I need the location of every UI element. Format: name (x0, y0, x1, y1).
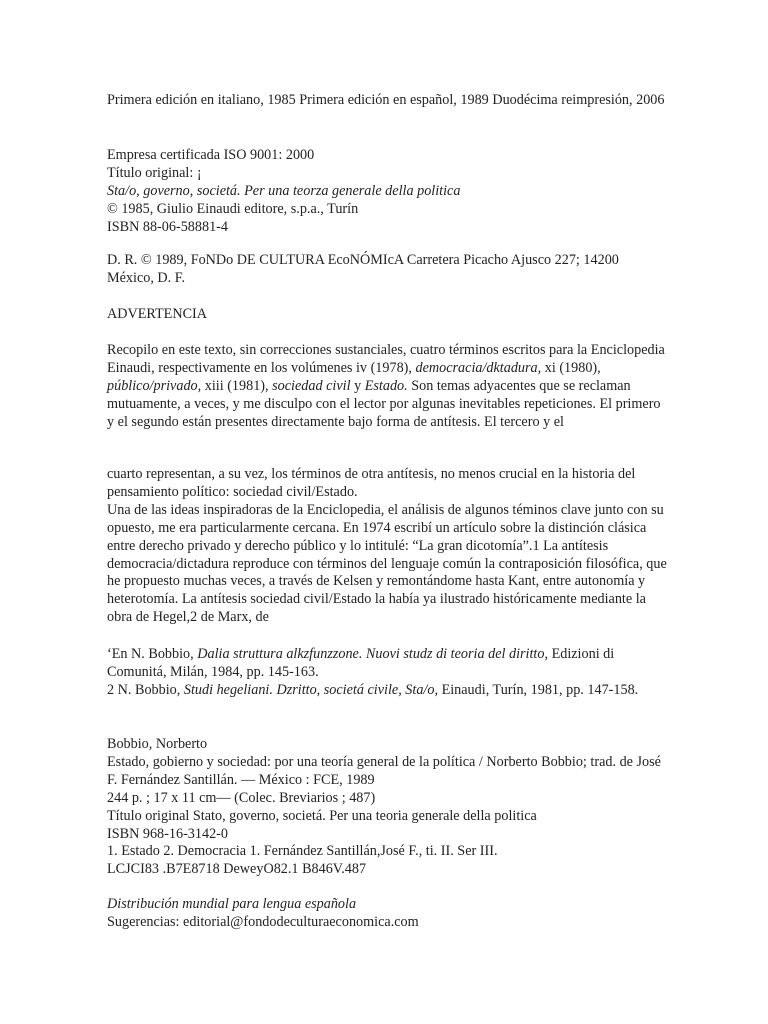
continuation-paragraph-1: cuarto representan, a su vez, los términos de otra antítesis, no menos crucial en la historia del pensamiento político: sociedad civil/Estado. (107, 466, 636, 500)
continuation-block (107, 466, 667, 627)
catalog-line: LCJCI83 .B7E8718 DeweyO82.1 B846V.487 (107, 861, 367, 878)
suggestions-line: Sugerencias: editorial@fondodeculturaeconomica.com (107, 913, 419, 930)
isbn-line: ISBN 88-06-58881-4 (107, 218, 228, 235)
certification-line: Empresa certificada ISO 9001: 2000 (107, 147, 315, 163)
catalog-record (107, 736, 667, 879)
intro-paragraph: Recopilo en este texto, sin correcciones sustanciales, cuatro términos escritos para la Enciclopedia Einaudi, respectivamente en los volúmenes iv (1978), democracia/dktadura, xi (1980), público/privado, xiii (1981), sociedad civil y Estado. Son temas adyacentes que se reclaman mutuamente, a veces, y me disculpo con el lector por algunas inevitables repeticiones. El primero y el segundo están presentes directamente bajo forma de antítesis. El tercero y el (107, 342, 665, 430)
rights-line: D. R. © 1989, FoNDo DE CULTURA EcoNÓMIcA Carretera Picacho Ajusco 227; 14200 México, D. F. (107, 252, 619, 286)
section-heading: ADVERTENCIA (107, 306, 208, 322)
catalog-line: 244 p. ; 17 x 11 cm— (Colec. Breviarios ; 487) (107, 789, 376, 806)
catalog-line: Título original Stato, governo, societá. Per una teoria generale della politica (107, 807, 537, 824)
distribution-block (107, 896, 667, 932)
original-title: Sta/o, governo, societá. Per una teorza generale della politica (107, 182, 461, 199)
footnote-2: 2 N. Bobbio, Studi hegeliani. Dzritto, societá civile, Sta/o, Einaudi, Turín, 1981, pp. 147-158. (107, 681, 639, 698)
certification-block (107, 147, 667, 237)
copyright-line: © 1985, Giulio Einaudi editore, s.p.a., Turín (107, 200, 359, 217)
original-title-label: Título original: ¡ (107, 164, 202, 181)
edition-info: Primera edición en italiano, 1985 Primera edición en español, 1989 Duodécima reimpresión, 2006 (107, 92, 665, 108)
catalog-line: Bobbio, Norberto (107, 736, 208, 752)
footnotes (107, 646, 667, 700)
distribution-line: Distribución mundial para lengua española (107, 896, 357, 912)
catalog-line: 1. Estado 2. Democracia 1. Fernández Santillán,José F., ti. II. Ser III. (107, 843, 498, 860)
catalog-line: ISBN 968-16-3142-0 (107, 825, 228, 842)
catalog-line: Estado, gobierno y sociedad: por una teoría general de la política / Norberto Bobbio; trad. de José F. Fernández Santillán. — México : FCE, 1989 (107, 753, 661, 788)
footnote-1: ‘En N. Bobbio, Dalia struttura alkzfunzzone. Nuovi studz di teoria del diritto, Edizioni di Comunitá, Milán, 1984, pp. 145-163. (107, 646, 615, 680)
continuation-paragraph-2: Una de las ideas inspiradoras de la Enciclopedia, el análisis de algunos téminos clave junto con su opuesto, me era particularmente cercana. En 1974 escribí un artículo sobre la distinción clásica entre derecho privado y derecho público y lo intitulé: “La gran dicotomía”.1 La antítesis democracia/dictadura reproduce con términos del lenguaje común la contraposición filosófica, que he propuesto muchas veces, a través de Kelsen y remontándome hasta Kant, entre autonomía y heterotomía. La antítesis sociedad civil/Estado la había ya ilustrado históricamente mediante la obra de Hegel,2 de Marx, de (107, 501, 667, 626)
